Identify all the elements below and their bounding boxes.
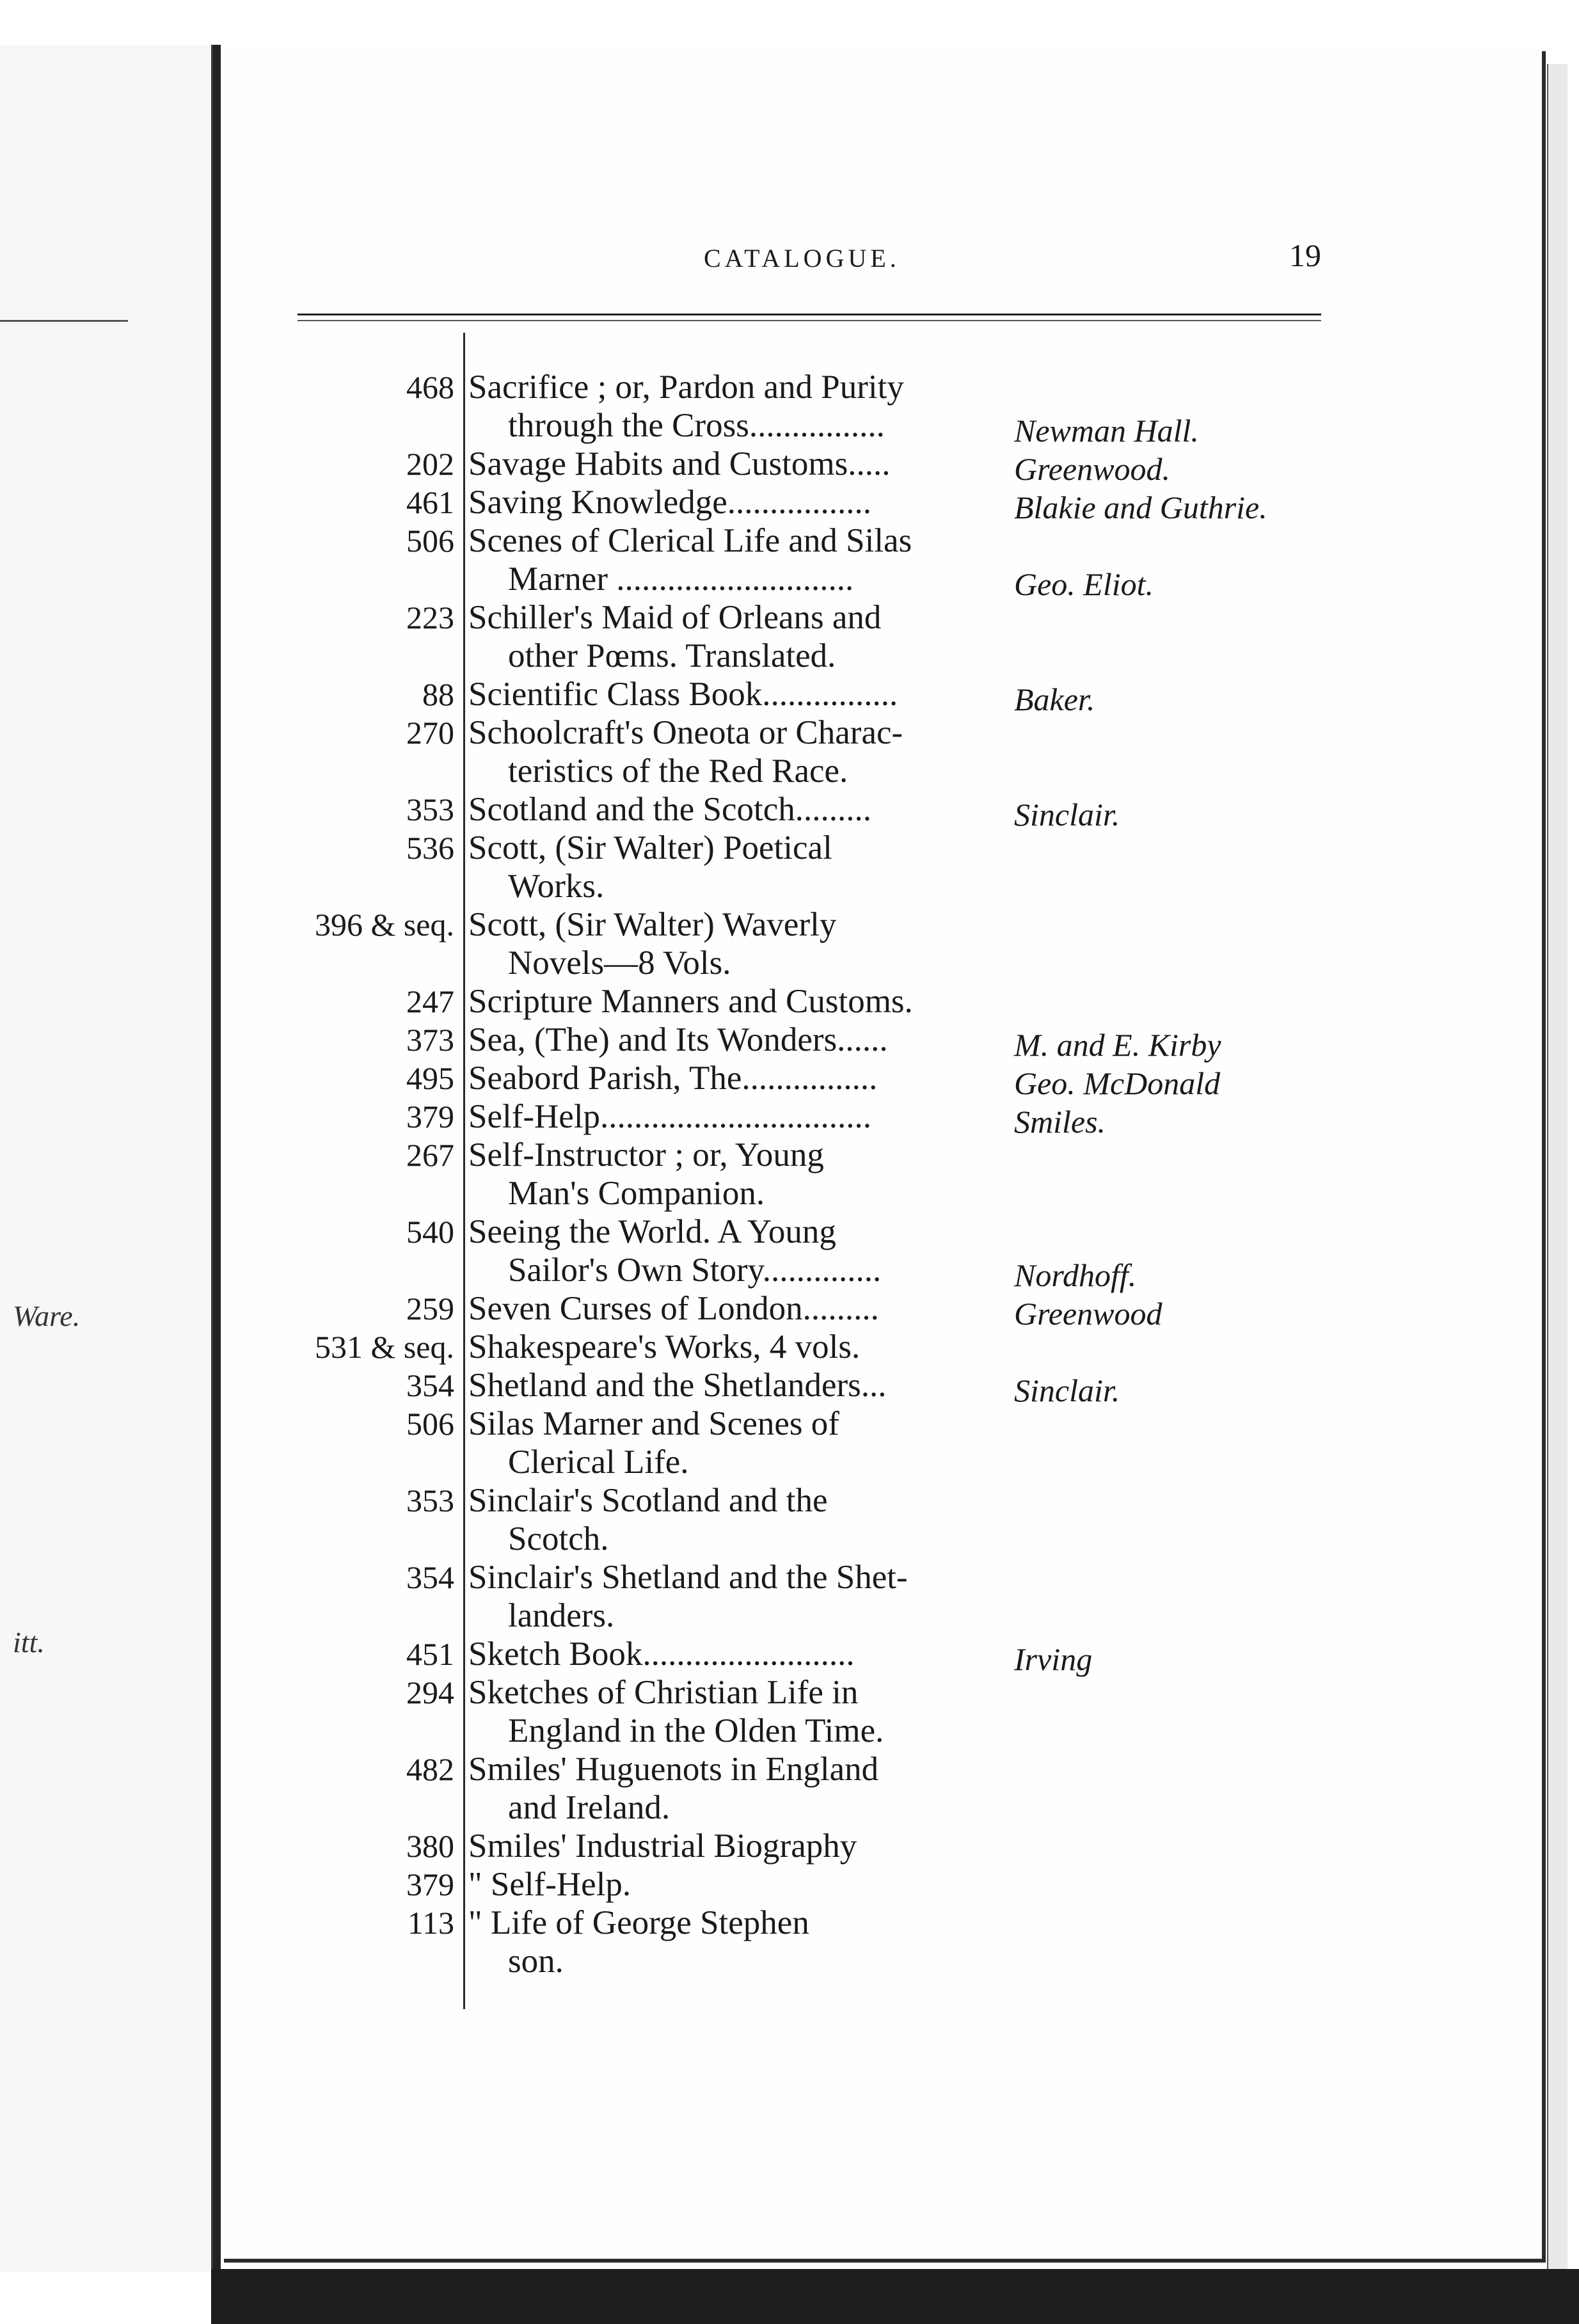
entry-number: 495 — [406, 1060, 454, 1096]
entry-number: 270 — [406, 715, 454, 751]
entry-title-line: Schiller's Maid of Orleans and — [468, 599, 882, 636]
entry-title — [468, 483, 999, 521]
entry-title — [468, 713, 999, 790]
facing-page-fragment: itt. — [13, 1626, 45, 1659]
entry-title-line: Shetland and the Shetlanders... — [468, 1367, 887, 1404]
entry-number: 354 — [406, 1367, 454, 1403]
entry-title-line: " Life of George Stephen — [468, 1904, 809, 1941]
entry-author: Geo. Eliot. — [1014, 566, 1154, 602]
entry-author: Nordhoff. — [1014, 1257, 1137, 1293]
entry-title — [468, 1635, 999, 1673]
entry-title-line: Seeing the World. A Young — [468, 1213, 836, 1250]
entry-author: Greenwood — [1014, 1296, 1162, 1332]
entry-title-line: Scripture Manners and Customs. — [468, 983, 913, 1020]
entry-title-line: Scotch. — [508, 1520, 609, 1557]
entry-title — [468, 1097, 999, 1136]
entry-title — [468, 445, 999, 483]
entry-number: 259 — [406, 1291, 454, 1326]
entry-title-line: Saving Knowledge................. — [468, 484, 872, 521]
entry-author: Irving — [1014, 1641, 1093, 1677]
entry-title — [468, 521, 999, 598]
header-rule-thin — [298, 320, 1321, 321]
entry-title — [468, 982, 999, 1021]
entry-title — [468, 1827, 999, 1865]
entry-title-line: Seabord Parish, The................ — [468, 1060, 878, 1097]
header-rule — [298, 314, 1321, 315]
entry-number: 354 — [406, 1559, 454, 1595]
entry-title — [468, 1405, 999, 1481]
entry-title-line: Sinclair's Scotland and the — [468, 1482, 828, 1519]
entry-number: 353 — [406, 792, 454, 827]
entry-title-line: other Pœms. Translated. — [508, 637, 836, 674]
entry-title-line: Marner ............................ — [508, 561, 854, 598]
entry-number: 379 — [406, 1866, 454, 1902]
entry-title-line: Seven Curses of London......... — [468, 1290, 879, 1327]
running-head: CATALOGUE. — [704, 244, 900, 273]
entry-title — [468, 368, 999, 445]
entry-title-line: Works. — [508, 868, 605, 905]
entry-title — [468, 905, 999, 982]
entry-number: 373 — [406, 1022, 454, 1058]
entry-number: 468 — [406, 369, 454, 405]
entry-number: 540 — [406, 1214, 454, 1250]
entry-title-line: Smiles' Industrial Biography — [468, 1827, 857, 1865]
entry-title-line: Sailor's Own Story.............. — [508, 1252, 882, 1289]
entry-number: 396 & seq. — [314, 907, 454, 943]
scan-bottom-edge — [211, 2269, 1579, 2324]
entry-author: Geo. McDonald — [1014, 1065, 1221, 1101]
entry-title-line: Scientific Class Book................ — [468, 676, 898, 713]
entry-number: 353 — [406, 1483, 454, 1518]
entry-number: 506 — [406, 1406, 454, 1442]
entry-title-line: Scotland and the Scotch......... — [468, 791, 871, 828]
entry-title-line: through the Cross................ — [508, 407, 885, 444]
entry-title-line: Self-Instructor ; or, Young — [468, 1136, 824, 1174]
entry-title-line: Sea, (The) and Its Wonders...... — [468, 1021, 888, 1058]
page-edge — [1547, 64, 1567, 2278]
entry-title-line: teristics of the Red Race. — [508, 752, 848, 790]
entry-title — [468, 1289, 999, 1328]
entry-title — [468, 1750, 999, 1827]
entry-title — [468, 1865, 999, 1904]
entry-title — [468, 1366, 999, 1405]
entry-number: 267 — [406, 1137, 454, 1173]
entry-number: 202 — [406, 446, 454, 482]
entry-title — [468, 1558, 999, 1635]
entry-number: 531 & seq. — [314, 1329, 454, 1365]
facing-page-fragment: Ware. — [13, 1300, 81, 1332]
entry-title-line: Savage Habits and Customs..... — [468, 445, 891, 482]
entry-title — [468, 1059, 999, 1097]
entry-author: Greenwood. — [1014, 451, 1170, 487]
entry-number: 380 — [406, 1828, 454, 1864]
column-rule — [463, 333, 465, 2009]
page-number: 19 — [1289, 237, 1321, 273]
entry-title-line: England in the Olden Time. — [508, 1712, 884, 1749]
entry-number: 461 — [406, 484, 454, 520]
facing-page-rule — [0, 320, 128, 322]
entry-title-line: Man's Companion. — [508, 1175, 765, 1212]
entry-number: 379 — [406, 1099, 454, 1134]
entry-title-line: Scott, (Sir Walter) Poetical — [468, 829, 832, 866]
entry-title-line: son. — [508, 1943, 564, 1980]
entry-title — [468, 1673, 999, 1750]
entry-title — [468, 1481, 999, 1558]
entry-title-line: and Ireland. — [508, 1789, 670, 1826]
entry-title-line: Sketch Book......................... — [468, 1636, 855, 1673]
entry-title-line: Sacrifice ; or, Pardon and Purity — [468, 369, 904, 406]
entry-number: 113 — [407, 1905, 454, 1941]
entry-author: Smiles. — [1014, 1104, 1106, 1140]
entry-title-line: Scenes of Clerical Life and Silas — [468, 522, 912, 559]
entry-author: Sinclair. — [1014, 797, 1120, 832]
entry-title-line: Clerical Life. — [508, 1444, 689, 1481]
entry-title-line: " Self-Help. — [468, 1866, 631, 1903]
entry-title-line: Novels—8 Vols. — [508, 944, 731, 982]
entry-number: 536 — [406, 830, 454, 866]
entry-author: Blakie and Guthrie. — [1014, 489, 1267, 525]
entry-number: 247 — [406, 983, 454, 1019]
entry-author: M. and E. Kirby — [1014, 1027, 1221, 1063]
entry-title — [468, 790, 999, 829]
entry-author: Sinclair. — [1014, 1373, 1120, 1408]
entry-title-line: landers. — [508, 1597, 615, 1634]
entry-title — [468, 829, 999, 905]
entry-number: 223 — [406, 600, 454, 635]
entry-title — [468, 1136, 999, 1213]
scan-border — [0, 0, 1579, 38]
entry-title-line: Self-Help................................ — [468, 1098, 872, 1135]
entry-number: 294 — [406, 1675, 454, 1710]
entry-title — [468, 1213, 999, 1289]
entry-author: Newman Hall. — [1014, 413, 1199, 449]
entry-title — [468, 1904, 999, 1980]
entry-title-line: Silas Marner and Scenes of — [468, 1405, 839, 1442]
entry-title-line: Schoolcraft's Oneota or Charac- — [468, 714, 903, 751]
entry-title — [468, 598, 999, 675]
entry-title-line: Scott, (Sir Walter) Waverly — [468, 906, 837, 943]
entry-title — [468, 675, 999, 713]
entry-title — [468, 1328, 999, 1366]
entry-number: 506 — [406, 523, 454, 559]
entry-title — [468, 1021, 999, 1059]
entry-title-line: Shakespeare's Works, 4 vols. — [468, 1328, 861, 1365]
entry-author: Baker. — [1014, 681, 1095, 717]
entry-number: 451 — [406, 1636, 454, 1672]
entry-number: 88 — [422, 676, 454, 712]
entry-number: 482 — [406, 1751, 454, 1787]
entry-title-line: Sinclair's Shetland and the Shet- — [468, 1559, 908, 1596]
entry-title-line: Smiles' Huguenots in England — [468, 1751, 879, 1788]
entry-title-line: Sketches of Christian Life in — [468, 1674, 859, 1711]
